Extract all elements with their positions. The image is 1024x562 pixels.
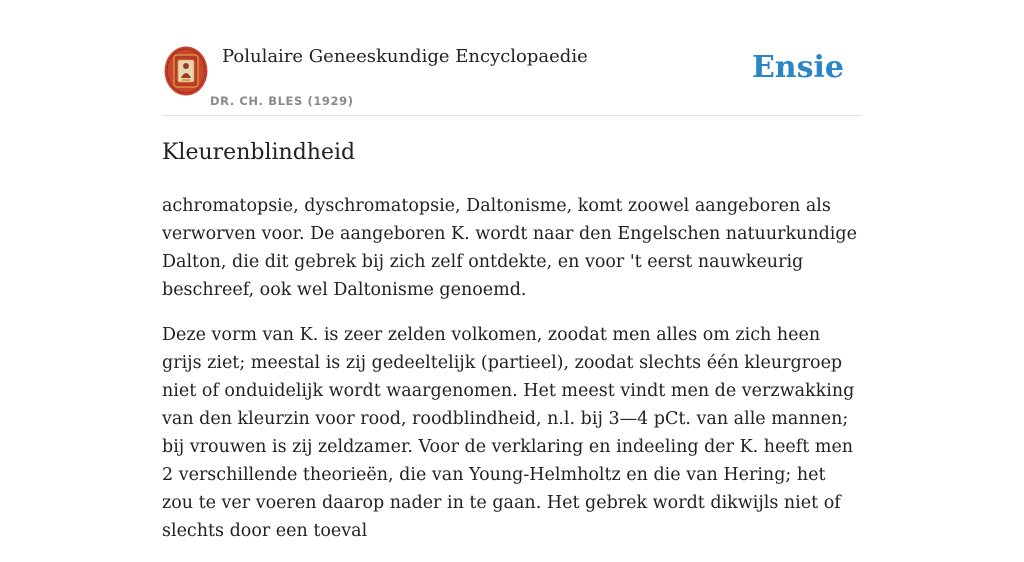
paragraph: achromatopsie, dyschromatopsie, Daltonisme, komt zoowel aangeboren als verworven voor. De aangeboren K. wordt naar den Engelschen natuurkundige Dalton, die dit gebrek bij zich zelf ontdekte, en voor 't eerst nauwkeurig beschreef, ook wel Daltonisme genoemd. — [162, 196, 857, 300]
brand-logo[interactable]: Ensie — [751, 50, 844, 85]
entry-title: Kleurenblindheid — [162, 140, 356, 165]
book-cover-icon[interactable] — [164, 46, 208, 96]
header — [162, 40, 862, 116]
book-author: DR. CH. BLES (1929) — [210, 94, 354, 108]
book-title[interactable]: Polulaire Geneeskundige Encyclopaedie — [222, 46, 588, 67]
entry-content — [162, 192, 862, 562]
paragraph: Deze vorm van K. is zeer zelden volkomen, zoodat men alles om zich heen grijs ziet; meestal is zij gedeeltelijk (partieel), zoodat slechts één kleurgroep niet of onduidelijk wordt waargenomen. Het meest vindt men de verzwakking van den kleurzin voor rood, roodblindheid, n.l. bij 3—4 pCt. van alle mannen; bij vrouwen is zij zeldzamer. Voor de verklaring en indeeling der K. heeft men 2 verschillende theorieën, die van Young-Helmholtz en die van Hering; het zou te ver voeren daarop nader in te gaan. Het gebrek wordt dikwijls niet of slechts door een toeval — [162, 325, 855, 541]
